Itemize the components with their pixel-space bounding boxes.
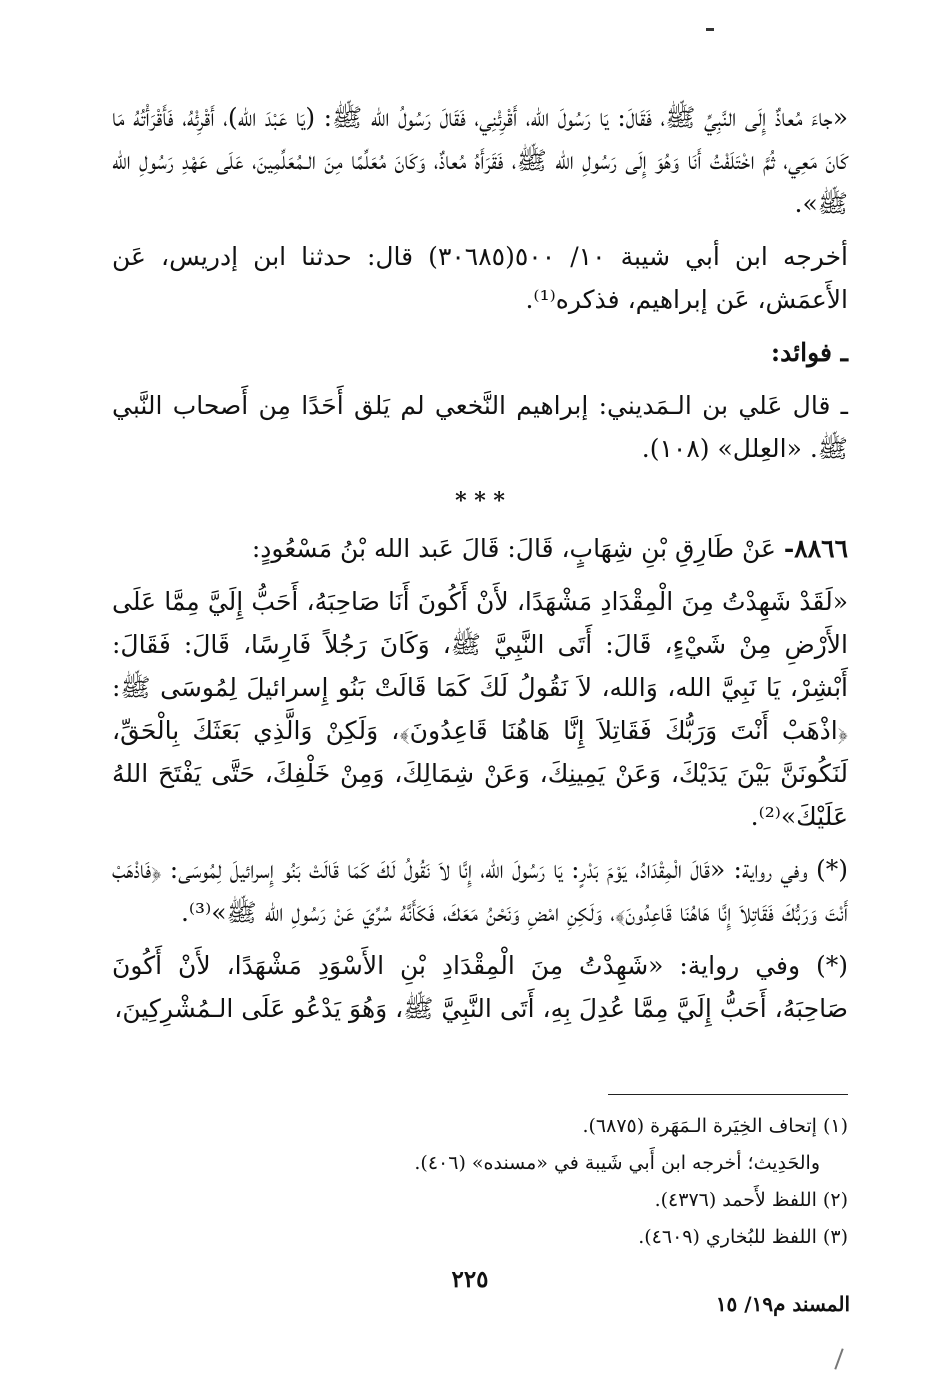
hadith-text-miqdad: «لَقَدْ شَهِدْتُ مِنَ الْمِقْدَادِ مَشْهَدًا، لأَنْ أَكُونَ أَنَا صَاحِبَهُ، أَحَبُّ إِلَيَّ مِمَّا عَلَى الأَرْضِ مِنْ شَيْءٍ، قَالَ: أَتَى النَّبِيَّ ﷺ، وَكَانَ رَجُلاً فَارِسًا، قَالَ: فَقَالَ: أَبْشِرْ، يَا نَبِيَّ الله، وَالله، لاَ نَقُولُ لَكَ كَمَا قَالَتْ بَنُو إِسرائيلَ لِمُوسَى ﷺ: ﴿اذْهَبْ أَنْتَ وَرَبُّكَ فَقَاتِلاَ إِنَّا هَاهُنَا قَاعِدُونَ﴾، وَلَكِنْ وَالَّذِي بَعَثَكَ بِالْحَقِّ، لَنَكُونَنَّ بَيْنَ يَدَيْكَ، وَعَنْ يَمِينِكَ، وَعَنْ شِمَالِكَ، وَمِنْ خَلْفِكَ، حَتَّى يَفْتَحَ اللهُ عَلَيْكَ»⁽²⁾. — [112, 587, 848, 831]
hadith-intro: عَنْ طَارِقِ بْنِ شِهَابٍ، قَالَ: قَالَ عَبد الله بْنُ مَسْعُودٍ: — [251, 534, 776, 563]
corner-mark — [834, 1348, 843, 1369]
footnotes — [112, 1108, 848, 1256]
footnote-1: (١) إتحاف الخِيَرة الـمَهَرة (٦٨٧٥). — [582, 1115, 848, 1137]
hadith-number: ٨٨٦٦- — [783, 534, 848, 563]
takhrij-text: أخرجه ابن أبي شيبة ١٠/ ٥٠٠(٣٠٦٨٥) قال: حدثنا ابن إدريس، عَن الأَعمَش، عَن إبراهيم، فذكره⁽¹⁾. — [112, 242, 848, 314]
main-text — [112, 96, 848, 1040]
footnote-2: (٢) اللفظ لأَحمد (٤٣٧٦). — [654, 1189, 848, 1211]
fawaid-heading: ـ فوائد: — [770, 338, 848, 367]
footnote-divider — [608, 1094, 848, 1095]
footnote-1-continued: والحَدِيث؛ أخرجه ابن أَبي شَيبة في «مسنده» (٤٠٦). — [414, 1152, 820, 1174]
riwaya-one: (*) وفي رواية: «قَالَ الْمِقْدَادُ، يَوْمَ بَدْرٍ: يَا رَسُولَ الله، إِنَّا لاَ نَقُولُ لَكَ كَمَا قَالَتْ بَنُو إِسرائيلَ لِمُوسَى: ﴿فَاذْهَبْ أَنْتَ وَرَبُّكَ فَقَاتِلاَ إِنَّا هَاهُنَا قَاعِدُونَ﴾، وَلَكِنِ امْضِ وَنَحْنُ مَعَكَ، فَكَأَنَّهُ سُرِّيَ عَنْ رَسُولِ الله ﷺ»⁽³⁾. — [112, 855, 848, 927]
hadith-header — [112, 527, 848, 570]
fawaid-text: ـ قال عَلي بن الـمَديني: إبراهيم النَّخعي لم يَلق أَحَدًا مِن أَصحاب النَّبي ﷺ. «العِلل» (١٠٨). — [112, 391, 848, 463]
hadith-text-muadh: «جاءَ مُعاذٌ إِلَى النَّبِيِّ ﷺ، فَقَالَ: يَا رَسُولَ الله، أَقْرِئْنِي، فَقَالَ رَسُولُ الله ﷺ: (يَا عَبْدَ الله)، أَقْرِئْهُ، فَأَقْرَأْتُهُ مَا كَانَ مَعِي، ثُمَّ اخْتَلَفْتُ أَنَا وَهُوَ إِلَى رَسُولِ الله ﷺ، فَقَرَأَهُ مُعاذٌ، وَكَانَ مُعَلِّمًا مِنَ الـمُعَلِّمِينَ، عَلَى عَهْدِ رَسُولِ الله ﷺ». — [112, 103, 848, 218]
volume-signature: المسند م١٩/ ١٥ — [715, 1292, 850, 1316]
page-number: ٢٢٥ — [451, 1266, 489, 1293]
top-tick-mark — [706, 28, 714, 31]
riwaya-two: (*) وفي رواية: «شَهِدْتُ مِنَ الْمِقْدَادِ بْنِ الأَسْوَدِ مَشْهَدًا، لأَنْ أَكُونَ صَاحِبَهُ، أَحَبُّ إِلَيَّ مِمَّا عُدِلَ بِهِ، أَتَى النَّبِيَّ ﷺ، وَهُوَ يَدْعُو عَلَى الـمُشْرِكِينَ، — [112, 951, 848, 1023]
section-separator: * * * — [455, 488, 505, 514]
footnote-3: (٣) اللفظ للبُخاري (٤٦٠٩). — [638, 1226, 848, 1248]
